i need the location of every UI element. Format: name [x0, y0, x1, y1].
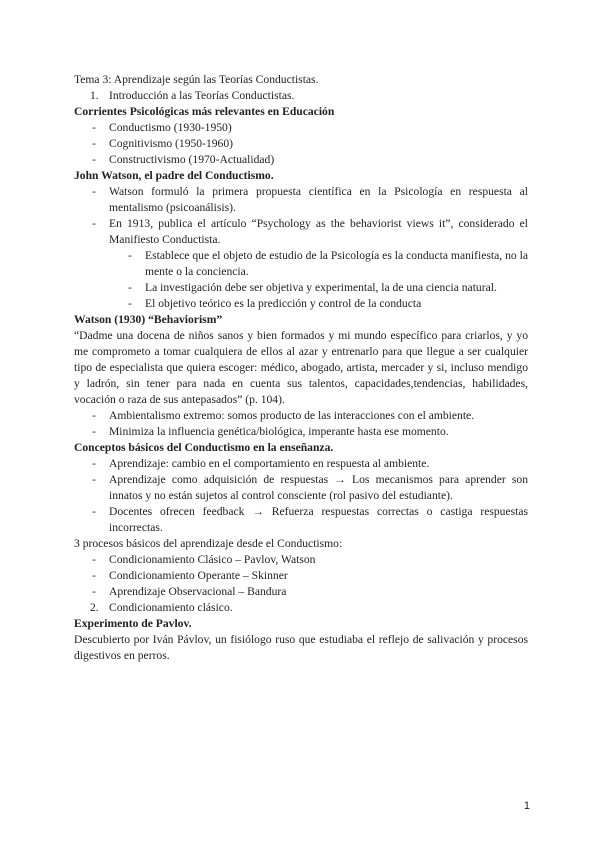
heading-conceptos: Conceptos básicos del Conductismo en la enseñanza. [74, 441, 334, 454]
watson-list [74, 184, 528, 248]
list-item: - Condicionamiento Operante – Skinner [74, 568, 528, 584]
watson-sublist [74, 248, 528, 312]
pavlov-paragraph: Descubierto por Iván Pávlov, un fisiólogo ruso que estudiaba el reflejo de salivación y procesos digestivos en perros. [74, 633, 528, 662]
numbered-list-1 [74, 88, 528, 104]
item-text: Condicionamiento clásico. [109, 601, 233, 614]
heading-corrientes: Corrientes Psicológicas más relevantes en Educación [74, 105, 335, 118]
page-number: 1 [523, 800, 530, 812]
list-item: - Ambientalismo extremo: somos producto de las interacciones con el ambiente. [74, 408, 528, 424]
list-item: - El objetivo teórico es la predicción y control de la conducta [74, 296, 528, 312]
list-item: - Establece que el objeto de estudio de la Psicología es la conducta manifiesta, no la mente o la conciencia. [74, 248, 528, 280]
numbered-list-2 [74, 600, 528, 616]
behaviorism-list [74, 408, 528, 440]
document-title: Tema 3: Aprendizaje según las Teorías Conductistas. [74, 73, 319, 86]
list-item: - Conductismo (1930-1950) [74, 120, 528, 136]
list-item: - En 1913, publica el artículo “Psychology as the behaviorist views it”, considerado el Manifiesto Conductista. [74, 216, 528, 248]
list-item: - Constructivismo (1970-Actualidad) [74, 152, 528, 168]
item-text: Introducción a las Teorías Conductistas. [109, 89, 295, 102]
document-page [74, 72, 528, 664]
procesos-list [74, 552, 528, 600]
item-number: 1. [90, 89, 99, 102]
procesos-intro: 3 procesos básicos del aprendizaje desde el Conductismo: [74, 537, 343, 550]
corrientes-list [74, 120, 528, 168]
list-item: - La investigación debe ser objetiva y experimental, la de una ciencia natural. [74, 280, 528, 296]
item-number: 2. [90, 601, 99, 614]
list-item: - Aprendizaje Observacional – Bandura [74, 584, 528, 600]
numbered-item [74, 88, 528, 104]
watson-quote: “Dadme una docena de niños sanos y bien formados y mi mundo específico para criarlos, y yo me comprometo a tomar cualquiera de ellos al azar y entrenarlo para que llegue a ser cualquier tipo de especialista que quiera escoger: médico, abogado, artista, mercader y si, incluso mendigo y ladrón, sin tener para nada en cuenta sus talentos, capacidades,tendencias, habilidades, vocación o raza de sus antepasados” (p. 104). [74, 329, 528, 406]
list-item: - Cognitivismo (1950-1960) [74, 136, 528, 152]
heading-pavlov: Experimento de Pavlov. [74, 617, 192, 630]
list-item: - Condicionamiento Clásico – Pavlov, Watson [74, 552, 528, 568]
list-item: - Aprendizaje: cambio en el comportamiento en respuesta al ambiente. [74, 456, 528, 472]
heading-watson: John Watson, el padre del Conductismo. [74, 169, 274, 182]
conceptos-list [74, 456, 528, 536]
numbered-item [74, 600, 528, 616]
list-item: - Watson formuló la primera propuesta científica en la Psicología en respuesta al mentalismo (psicoanálisis). [74, 184, 528, 216]
heading-behaviorism: Watson (1930) “Behaviorism” [74, 313, 223, 326]
list-item: - Docentes ofrecen feedback → Refuerza respuestas correctas o castiga respuestas incorrectas. [74, 504, 528, 536]
list-item: - Aprendizaje como adquisición de respuestas → Los mecanismos para aprender son innatos y no están sujetos al control consciente (rol pasivo del estudiante). [74, 472, 528, 504]
list-item: - Minimiza la influencia genética/biológica, imperante hasta ese momento. [74, 424, 528, 440]
